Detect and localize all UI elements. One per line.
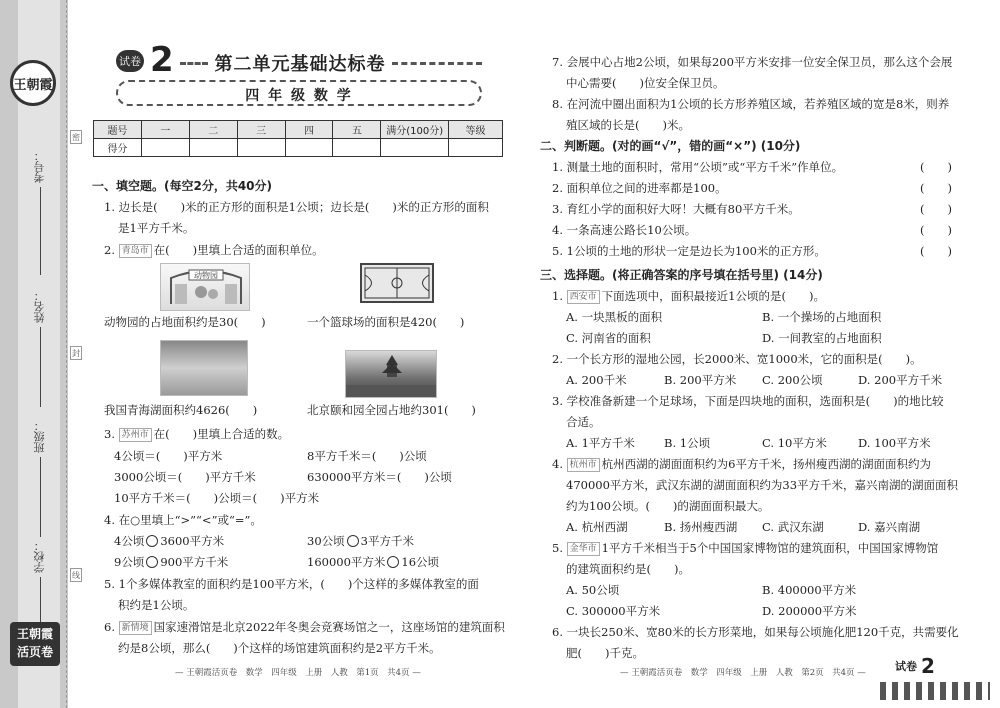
choice-2-a[interactable]: A. 200千米 xyxy=(566,373,627,387)
score-cell: 得分 xyxy=(94,139,142,157)
title-bar xyxy=(100,40,500,104)
judge-3-answer[interactable]: ( ) xyxy=(920,202,952,216)
choice-1-a[interactable]: A. 一块黑板的面积 xyxy=(566,310,663,324)
choice-3-a[interactable]: A. 1平方千米 xyxy=(566,436,635,450)
choice-2-b[interactable]: B. 200平方米 xyxy=(664,373,737,387)
seal-mark-2: 封 xyxy=(70,346,82,360)
judge-4-answer[interactable]: ( ) xyxy=(920,223,952,237)
judge-3: 3. 育红小学的面积好大呀！大概有80平方千米。 xyxy=(552,202,800,216)
compare-right: 16公顷 xyxy=(401,555,440,569)
question-5-line-2: 积约是1公顷。 xyxy=(118,598,195,612)
publisher-logo xyxy=(10,60,56,106)
choice-3-b[interactable]: B. 1公顷 xyxy=(664,436,711,450)
choice-6-line-1: 6. 一块长250米、宽80米的长方形菜地，如果每公顷施化肥120千克，共需要化 xyxy=(552,625,959,639)
summer-palace-drawing xyxy=(346,351,437,398)
seal-mark-1: 密 xyxy=(70,130,82,144)
compare-circle[interactable] xyxy=(146,556,158,568)
judge-4: 4. 一条高速公路长10公顷。 xyxy=(552,223,697,237)
qinghai-lake-image xyxy=(160,340,248,396)
title-dash-left xyxy=(180,62,208,65)
choice-5-a[interactable]: A. 50公顷 xyxy=(566,583,620,597)
footer-page-1: — 王朝霞活页卷 数学 四年级 上册 人教 第1页 共4页 — xyxy=(175,668,421,678)
publisher-logo-text: 王朝霞 xyxy=(13,77,53,93)
score-cell: 二 xyxy=(189,121,237,139)
question-7-line-2: 中心需要( )位安全保卫员。 xyxy=(566,76,725,90)
page-stamp xyxy=(895,654,935,678)
compare-right: 3平方千米 xyxy=(360,534,414,548)
score-cell: 题号 xyxy=(94,121,142,139)
summer-palace-image xyxy=(345,350,437,398)
choice-3-line-2: 合适。 xyxy=(566,415,601,429)
score-cell: 四 xyxy=(285,121,333,139)
region-tag: 西安市 xyxy=(567,290,600,304)
compare-right: 900平方千米 xyxy=(160,555,229,569)
class-field[interactable] xyxy=(27,420,53,537)
region-tag: 金华市 xyxy=(567,542,600,556)
choice-5-c[interactable]: C. 300000平方米 xyxy=(566,604,661,618)
compare-left: 4公顷 xyxy=(114,534,145,548)
choice-4-d[interactable]: D. 嘉兴南湖 xyxy=(858,520,921,534)
question-4-b xyxy=(307,531,414,552)
choice-3-d[interactable]: D. 100平方米 xyxy=(858,436,931,450)
choice-4-b[interactable]: B. 扬州瘦西湖 xyxy=(664,520,738,534)
compare-circle[interactable] xyxy=(347,535,359,547)
question-4: 4. 在○里填上“>”“<”或“=”。 xyxy=(104,513,262,527)
score-input-cell[interactable] xyxy=(449,139,503,157)
score-input-cell[interactable] xyxy=(141,139,189,157)
page-title: 第二单元基础达标卷 xyxy=(214,54,386,75)
region-tag: 杭州市 xyxy=(567,458,600,472)
question-2-text: 在( )里填上合适的面积单位。 xyxy=(153,243,324,257)
class-line xyxy=(40,457,41,537)
exam-number-field[interactable] xyxy=(27,150,53,275)
question-2-b: 一个篮球场的面积是420( ) xyxy=(307,315,465,329)
score-input-cell[interactable] xyxy=(381,139,449,157)
question-2-a: 动物园的占地面积约是30( ) xyxy=(104,315,266,329)
choice-4-line-1: 4. 杭州市 杭州西湖的湖面面积约为6平方千米，扬州瘦西湖的湖面面积约为 xyxy=(552,457,931,471)
footer-page-2: — 王朝霞活页卷 数学 四年级 上册 人教 第2页 共4页 — xyxy=(620,668,866,678)
binding-strip xyxy=(0,0,68,708)
question-3-d: 630000平方米＝( )公顷 xyxy=(307,470,452,484)
score-cell: 三 xyxy=(237,121,285,139)
choice-3-line-1: 3. 学校准备新建一个足球场，下面是四块地的面积，选面积是( )的地比较 xyxy=(552,394,944,408)
exam-badge: 试卷 xyxy=(116,50,144,72)
question-4-d xyxy=(307,552,439,573)
choice-4-a[interactable]: A. 杭州西湖 xyxy=(566,520,628,534)
cut-line xyxy=(66,0,67,708)
zoo-gate-drawing xyxy=(161,264,250,311)
choice-4-c[interactable]: C. 武汉东湖 xyxy=(762,520,824,534)
question-8-line-2: 殖区域的长是( )米。 xyxy=(566,118,690,132)
choice-2-c[interactable]: C. 200公顷 xyxy=(762,373,823,387)
score-input-cell[interactable] xyxy=(237,139,285,157)
choice-2: 2. 一个长方形的湿地公园，长2000米、宽1000米，它的面积是( )。 xyxy=(552,352,922,366)
choice-4-text: 杭州西湖的湖面面积约为6平方千米，扬州瘦西湖的湖面面积约为 xyxy=(601,457,931,471)
question-8-line-1: 8. 在河流中圈出面积为1公顷的长方形养殖区域，若养殖区域的宽是8米，则养 xyxy=(552,97,950,111)
section-2-heading: 二、判断题。(对的画“√”，错的画“×”) (10分) xyxy=(540,139,801,153)
brand-line-1: 王朝霞 xyxy=(16,627,53,641)
class-label: 班级： xyxy=(33,420,46,453)
score-cell: 五 xyxy=(333,121,381,139)
section-3-heading: 三、选择题。(将正确答案的序号填在括号里) (14分) xyxy=(540,268,823,282)
judge-5: 5. 1公顷的土地的形状一定是边长为100米的正方形。 xyxy=(552,244,826,258)
score-input-cell[interactable] xyxy=(285,139,333,157)
zoo-gate-image xyxy=(160,263,250,311)
region-tag: 苏州市 xyxy=(119,428,152,442)
question-5-line-1: 5. 1个多媒体教室的面积约是100平方米，( )个这样的多媒体教室的面 xyxy=(104,577,479,591)
choice-2-d[interactable]: D. 200平方千米 xyxy=(858,373,943,387)
question-2-d: 北京颐和园全园占地约301( ) xyxy=(307,403,476,417)
judge-2: 2. 面积单位之间的进率都是100。 xyxy=(552,181,727,195)
choice-5-b[interactable]: B. 400000平方米 xyxy=(762,583,857,597)
choice-3-c[interactable]: C. 10平方米 xyxy=(762,436,827,450)
score-input-cell[interactable] xyxy=(189,139,237,157)
name-label: 姓名： xyxy=(33,290,46,323)
compare-circle[interactable] xyxy=(146,535,158,547)
choice-5-text: 1平方千米相当于5个中国国家博物馆的建筑面积，中国国家博物馆 xyxy=(601,541,939,555)
choice-4-line-3: 约为100公顷。( )的湖面面积最大。 xyxy=(566,499,770,513)
score-table xyxy=(93,120,503,157)
judge-1-answer[interactable]: ( ) xyxy=(920,160,952,174)
question-3-c: 3000公顷＝( )平方千米 xyxy=(114,470,256,484)
score-cell: 等级 xyxy=(449,121,503,139)
exam-number-line xyxy=(40,187,41,275)
question-1-line-2: 是1平方千米。 xyxy=(118,221,195,235)
compare-left: 9公顷 xyxy=(114,555,145,569)
choice-1-b[interactable]: B. 一个操场的占地面积 xyxy=(762,310,882,324)
question-3-text: 在( )里填上合适的数。 xyxy=(153,427,290,441)
page-stamp-label: 试卷 xyxy=(895,660,917,673)
choice-4-line-2: 470000平方米，武汉东湖的湖面面积约为33平方千米，嘉兴南湖的湖面面积 xyxy=(566,478,959,492)
subtitle-frame xyxy=(116,80,482,106)
question-2: 2. 青岛市 在( )里填上合适的面积单位。 xyxy=(104,243,324,257)
question-6-line-2: 约是8公顷，那么( )个这样的场馆建筑面积约是2平方千米。 xyxy=(118,641,441,655)
name-line xyxy=(40,327,41,407)
title-dash-right xyxy=(392,62,482,65)
name-field[interactable] xyxy=(27,290,53,407)
choice-5-line-2: 的建筑面积约是( )。 xyxy=(566,562,690,576)
compare-left: 30公顷 xyxy=(307,534,345,548)
choice-1-text: 下面选项中，面积最接近1公顷的是( )。 xyxy=(601,289,825,303)
question-3-e: 10平方千米＝( )公顷＝( )平方米 xyxy=(114,491,320,505)
question-1-line-1: 1. 边长是( )米的正方形的面积是1公顷；边长是( )米的正方形的面积 xyxy=(104,200,489,214)
score-cell: 满分(100分) xyxy=(381,121,449,139)
question-4-c xyxy=(114,552,228,573)
score-cell: 一 xyxy=(141,121,189,139)
brand-block xyxy=(10,622,60,666)
choice-1-c[interactable]: C. 河南省的面积 xyxy=(566,331,651,345)
score-table-score-row xyxy=(94,139,503,157)
question-4-a xyxy=(114,531,224,552)
judge-5-answer[interactable]: ( ) xyxy=(920,244,952,258)
section-1-heading: 一、填空题。(每空2分，共40分) xyxy=(92,179,273,193)
judge-1: 1. 测量土地的面积时，常用“公顷”或“平方千米”作单位。 xyxy=(552,160,844,174)
score-input-cell[interactable] xyxy=(333,139,381,157)
choice-6-line-2: 肥( )千克。 xyxy=(566,646,644,660)
school-label: 学校： xyxy=(33,540,46,573)
brand-line-2: 活页卷 xyxy=(16,645,53,659)
decorative-stripes xyxy=(880,682,990,700)
question-3-a: 4公顷＝( )平方米 xyxy=(114,449,223,463)
zoo-sign-text: 动物园 xyxy=(194,271,218,280)
basketball-court-image xyxy=(360,263,434,303)
choice-1-d[interactable]: D. 一间教室的占地面积 xyxy=(762,331,882,345)
question-3-b: 8平方千米＝( )公顷 xyxy=(307,449,427,463)
question-2-c: 我国青海湖面积约4626( ) xyxy=(104,403,258,417)
basketball-court-drawing xyxy=(362,265,432,301)
page-stamp-number: 2 xyxy=(921,654,935,678)
region-tag: 新情境 xyxy=(119,621,152,635)
exam-number-label: 考号： xyxy=(33,150,46,183)
choice-5-line-1: 5. 金华市 1平方千米相当于5个中国国家博物馆的建筑面积，中国国家博物馆 xyxy=(552,541,939,555)
question-3: 3. 苏州市 在( )里填上合适的数。 xyxy=(104,427,290,441)
choice-1: 1. 西安市 下面选项中，面积最接近1公顷的是( )。 xyxy=(552,289,825,303)
choice-5-d[interactable]: D. 200000平方米 xyxy=(762,604,857,618)
exam-number: 2 xyxy=(150,40,174,80)
compare-right: 3600平方米 xyxy=(160,534,225,548)
question-6-text: 国家速滑馆是北京2022年冬奥会竞赛场馆之一，这座场馆的建筑面积 xyxy=(153,620,505,634)
question-6-line-1: 6. 新情境 国家速滑馆是北京2022年冬奥会竞赛场馆之一，这座场馆的建筑面积 xyxy=(104,620,505,634)
judge-2-answer[interactable]: ( ) xyxy=(920,181,952,195)
subtitle: 四 年 级 数 学 xyxy=(245,88,353,104)
question-7-line-1: 7. 会展中心占地2公顷，如果每200平方米安排一位安全保卫员，那么这个会展 xyxy=(552,55,953,69)
region-tag: 青岛市 xyxy=(119,244,152,258)
score-table-header-row xyxy=(94,121,503,139)
seal-mark-3: 线 xyxy=(70,568,82,582)
compare-circle[interactable] xyxy=(387,556,399,568)
compare-left: 160000平方米 xyxy=(307,555,386,569)
